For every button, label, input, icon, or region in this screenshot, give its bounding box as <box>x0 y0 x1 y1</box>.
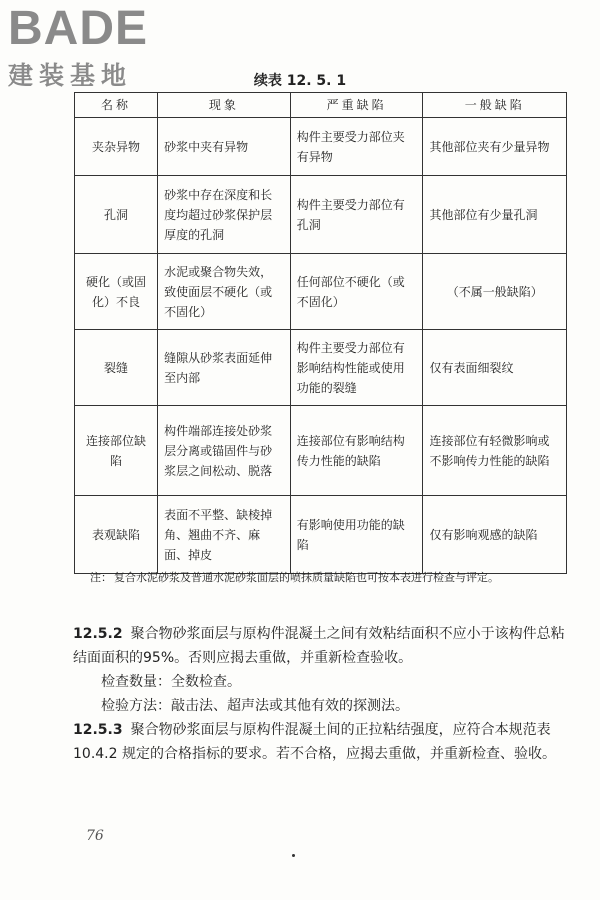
cell-name: 硬化（或固化）不良 <box>75 254 158 330</box>
cell-general: 仅有影响观感的缺陷 <box>423 496 567 574</box>
scan-speck <box>292 854 295 857</box>
clause-12-5-3 <box>73 718 571 766</box>
cell-severe: 连接部位有影响结构传力性能的缺陷 <box>290 406 423 496</box>
cell-name: 连接部位缺陷 <box>75 406 158 496</box>
logo-wordmark: BADE <box>8 2 149 55</box>
cell-general: （不属一般缺陷） <box>423 254 567 330</box>
header-name: 名称 <box>75 93 158 118</box>
table-row <box>75 176 567 254</box>
clause-number: 12.5.3 <box>73 722 123 738</box>
cell-general: 其他部位有少量孔洞 <box>423 176 567 254</box>
cell-phenomenon: 水泥或聚合物失效，致使面层不硬化（或不固化） <box>158 254 291 330</box>
body-text <box>73 622 571 766</box>
cell-general: 其他部位夹有少量异物 <box>423 118 567 176</box>
cell-phenomenon: 表面不平整、缺棱掉角、翘曲不齐、麻面、掉皮 <box>158 496 291 574</box>
defects-table <box>74 92 567 574</box>
table-caption: 续表 12. 5. 1 <box>253 73 347 89</box>
cell-severe: 任何部位不硬化（或不固化） <box>290 254 423 330</box>
clause-text: 聚合物砂浆面层与原构件混凝土间的正拉粘结强度，应符合本规范表 10.4.2 规定的合格指标的要求。若不合格，应揭去重做，并重新检查、验收。 <box>73 722 556 762</box>
table-row <box>75 496 567 574</box>
cell-general: 仅有表面细裂纹 <box>423 330 567 406</box>
table-row <box>75 254 567 330</box>
cell-name: 表观缺陷 <box>75 496 158 574</box>
inspection-method: 检验方法：敲击法、超声法或其他有效的探测法。 <box>101 698 409 714</box>
cell-severe: 构件主要受力部位夹有异物 <box>290 118 423 176</box>
page-number: 76 <box>86 828 104 844</box>
header-severe-defect: 严重缺陷 <box>290 93 423 118</box>
cell-severe: 构件主要受力部位有孔洞 <box>290 176 423 254</box>
table-row <box>75 406 567 496</box>
note-text: 复合水泥砂浆及普通水泥砂浆面层的喷抹质量缺陷也可按本表进行检查与评定。 <box>114 571 499 584</box>
cell-name: 孔洞 <box>75 176 158 254</box>
inspection-quantity: 检查数量：全数检查。 <box>101 674 241 690</box>
table-note <box>90 568 570 587</box>
table-row <box>75 118 567 176</box>
cell-phenomenon: 构件端部连接处砂浆层分离或锚固件与砂浆层之间松动、脱落 <box>158 406 291 496</box>
cell-severe: 构件主要受力部位有影响结构性能或使用功能的裂缝 <box>290 330 423 406</box>
table-header-row <box>75 93 567 118</box>
clause-12-5-2 <box>73 622 571 670</box>
note-label: 注： <box>90 571 112 584</box>
cell-name: 夹杂异物 <box>75 118 158 176</box>
cell-name: 裂缝 <box>75 330 158 406</box>
cell-phenomenon: 砂浆中存在深度和长度均超过砂浆保护层厚度的孔洞 <box>158 176 291 254</box>
cell-phenomenon: 砂浆中夹有异物 <box>158 118 291 176</box>
clause-number: 12.5.2 <box>73 626 123 642</box>
logo-subtitle: 建装基地 <box>8 61 133 90</box>
header-general-defect: 一般缺陷 <box>423 93 567 118</box>
table-row <box>75 330 567 406</box>
clause-text: 聚合物砂浆面层与原构件混凝土之间有效粘结面积不应小于该构件总粘结面面积的95%。否则应揭去重做，并重新检查验收。 <box>73 626 565 666</box>
cell-severe: 有影响使用功能的缺陷 <box>290 496 423 574</box>
cell-phenomenon: 缝隙从砂浆表面延伸至内部 <box>158 330 291 406</box>
cell-general: 连接部位有轻微影响或不影响传力性能的缺陷 <box>423 406 567 496</box>
header-phenomenon: 现象 <box>158 93 291 118</box>
